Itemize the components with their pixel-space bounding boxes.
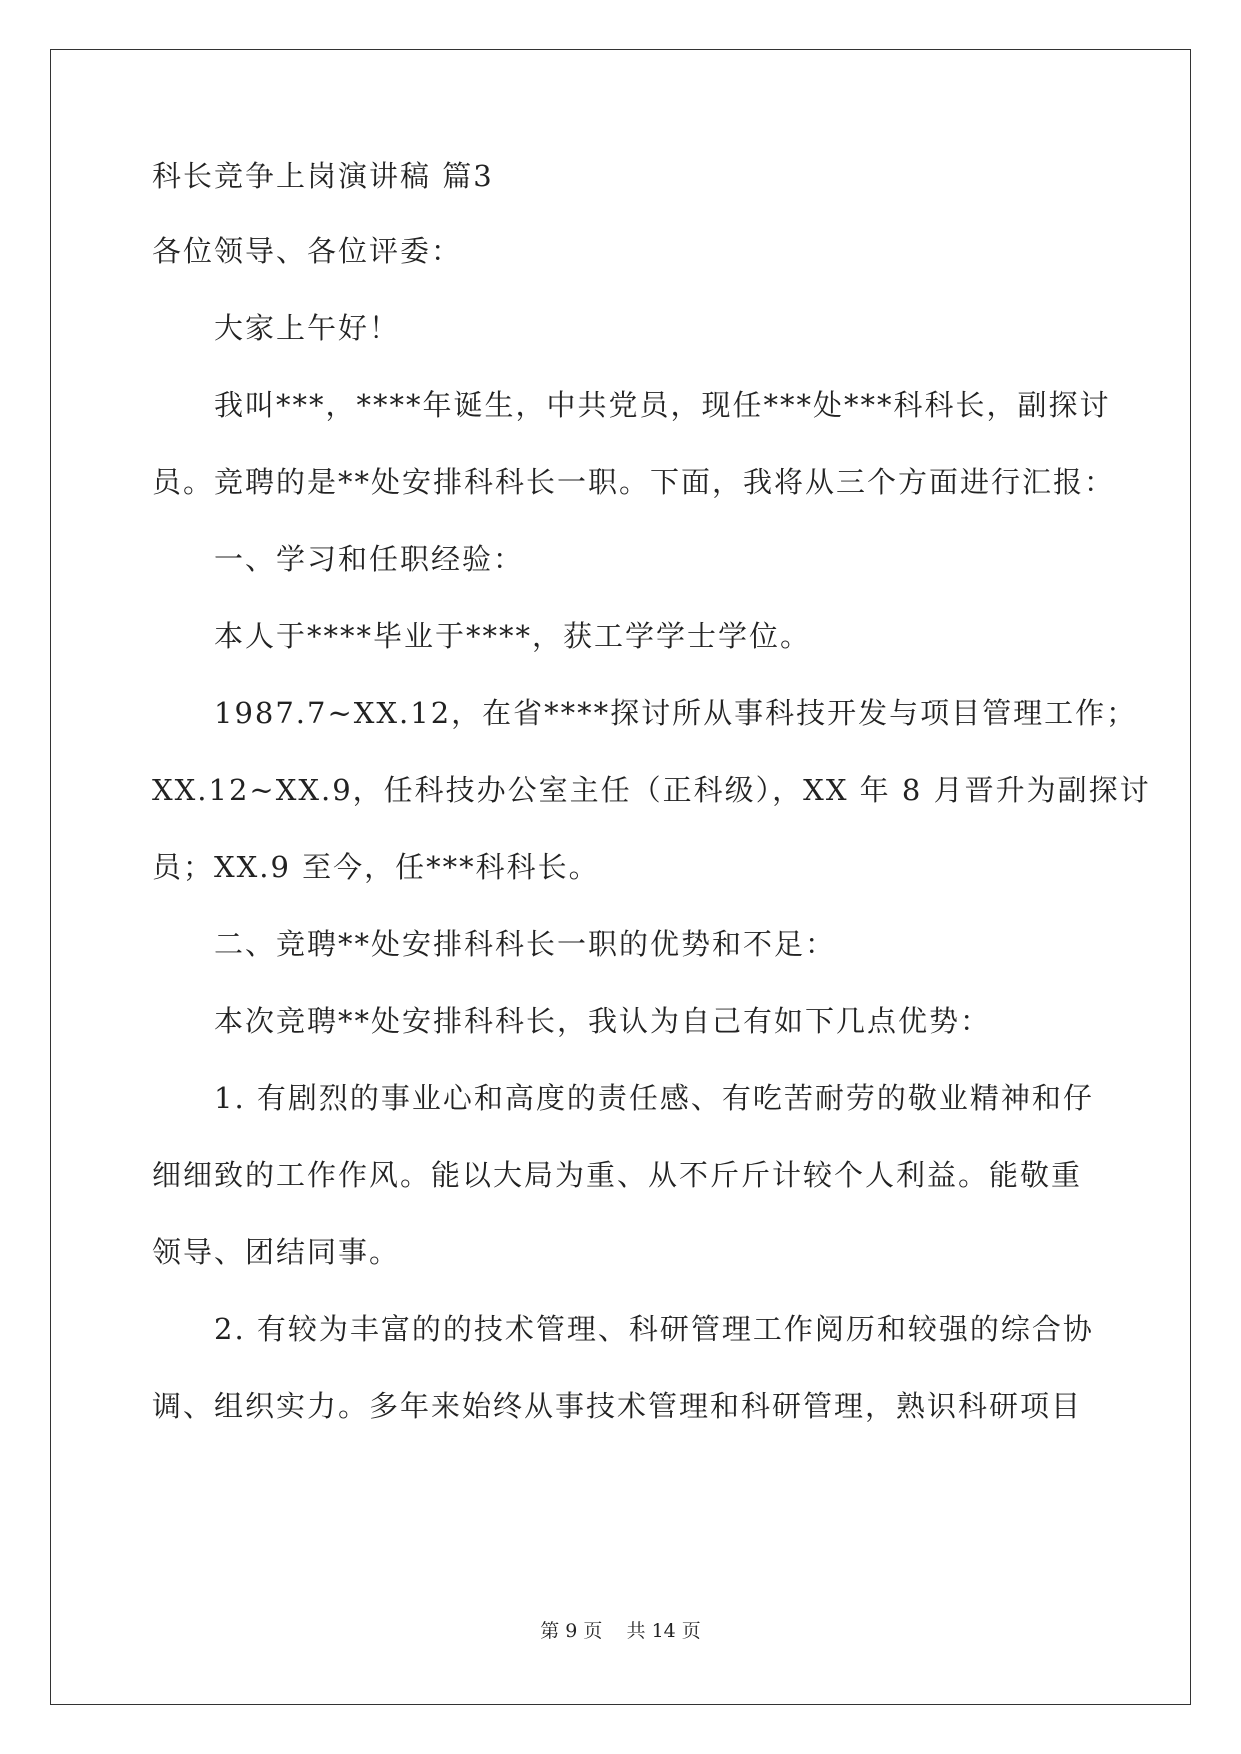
page-footer [0,1616,1241,1643]
paragraph-line: XX.12~XX.9，任科技办公室主任（正科级），XX 年 8 月晋升为副探讨 [152,773,1151,807]
document-title: 科长竞争上岗演讲稿 篇3 [152,159,494,193]
greeting: 大家上午好！ [214,311,401,345]
list-item-2: 2. 有较为丰富的的技术管理、科研管理工作阅历和较强的综合协 [214,1312,1094,1346]
paragraph-line: 员；XX.9 至今，任***科科长。 [152,850,600,884]
paragraph-line: 员。竞聘的是**处安排科科长一职。下面，我将从三个方面进行汇报： [152,465,1116,499]
salutation: 各位领导、各位评委： [152,234,463,268]
paragraph-line: 我叫***，****年诞生，中共党员，现任***处***科科长，副探讨 [214,388,1111,422]
paragraph-line: 本次竞聘**处安排科科长，我认为自己有如下几点优势： [214,1004,992,1038]
paragraph-line: 1987.7~XX.12，在省****探讨所从事科技开发与项目管理工作； [214,696,1138,730]
section-heading-1: 一、学习和任职经验： [214,542,525,576]
page-number: 第 9 页 [540,1620,603,1642]
list-item-1: 1. 有剧烈的事业心和高度的责任感、有吃苦耐劳的敬业精神和仔 [214,1081,1094,1115]
paragraph-line: 细细致的工作作风。能以大局为重、从不斤斤计较个人利益。能敬重 [152,1158,1083,1192]
page-total: 共 14 页 [626,1620,701,1642]
section-heading-2: 二、竞聘**处安排科科长一职的优势和不足： [214,927,837,961]
paragraph-line: 本人于****毕业于****，获工学学士学位。 [214,619,812,653]
paragraph-line: 领导、团结同事。 [152,1235,401,1269]
paragraph-line: 调、组织实力。多年来始终从事技术管理和科研管理，熟识科研项目 [152,1389,1083,1423]
